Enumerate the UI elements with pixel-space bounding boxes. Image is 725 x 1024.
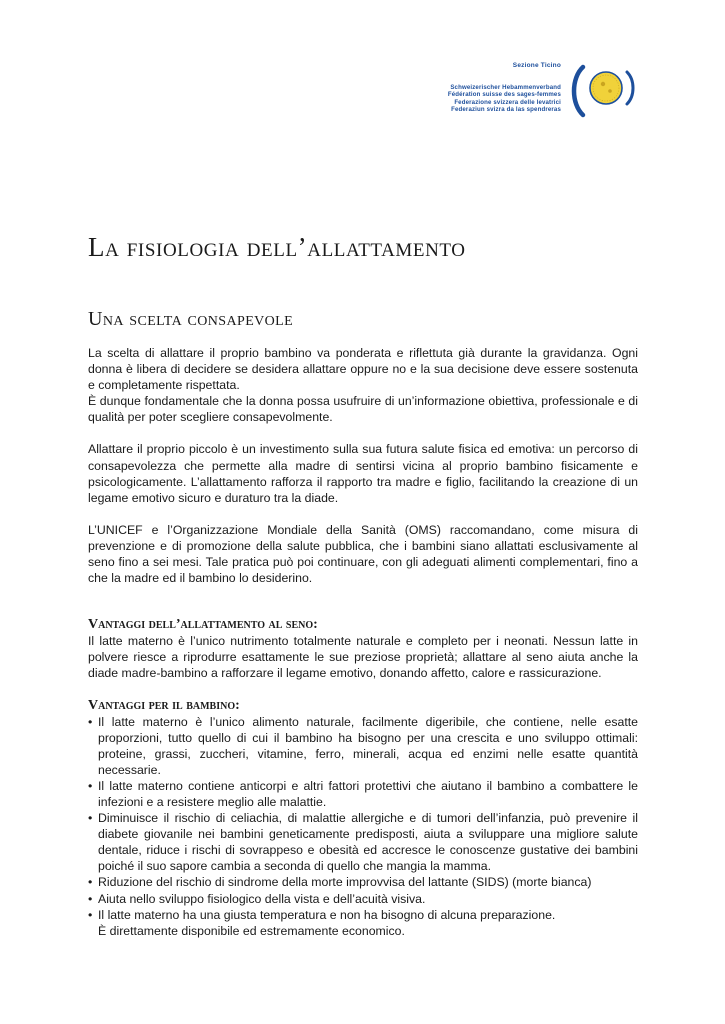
list-item: • Aiuta nello sviluppo fisiologico della vista e dell’acuità visiva. xyxy=(88,891,638,907)
list-item: • Diminuisce il rischio di celiachia, di malattie allergiche e di tumori dell’infanzia, può prevenire il diabete giovanile nei bambini geneticamente predisposti, aiuta a sviluppare una migliore salute dentale, riduce i rischi di sovrappeso e obesità ed accresce le conoscenze gustative dei bambini poiché il suo sapore cambia a seconda di quello che mangia la mamma. xyxy=(88,810,638,874)
intro-paragraph: La scelta di allattare il proprio bambino va ponderata e riflettuta già durante la gravidanza. Ogni donna è libera di decidere se desidera allattare oppure no e la sua decisione deve essere sostenuta e completamente rispettata. xyxy=(88,346,638,393)
federation-name-rm: Federaziun svizra da las spendreras xyxy=(451,105,561,113)
section-label: Sezione Ticino xyxy=(512,62,561,69)
page-title: La fisiologia dell’allattamento xyxy=(88,232,466,262)
benefits-list xyxy=(88,714,638,923)
section-subtitle: Una scelta consapevole xyxy=(88,308,294,330)
federation-names xyxy=(448,84,561,113)
federation-name-it: Federazione svizzera delle levatrici xyxy=(454,98,561,106)
intro-paragraph: Allattare il proprio piccolo è un investimento sulla sua futura salute fisica ed emotiva: un percorso di consapevolezza che permette alla madre di sentirsi vicina al proprio bambino fisicamente e psicologicamente. L’allattamento rafforza il rapporto tra madre e figlio, facilitando la creazione di un legame emotivo sicuro e duraturo tra la diade. xyxy=(88,442,638,505)
federation-name-de: Schweizerischer Hebammenverband xyxy=(450,84,561,91)
section-heading-seno: Vantaggi dell’allattamento al seno: xyxy=(88,617,318,633)
federation-name-fr: Fédération suisse des sages-femmes xyxy=(447,91,561,99)
list-item: • Il latte materno è l’unico alimento naturale, facilmente digeribile, che contiene, nelle esatte proporzioni, tutto quello di cui il bambino ha bisogno per una crescita e uno sviluppo ottimali: proteine, grassi, zuccheri, vitamine, ferro, minerali, acqua ed enzimi nelle esatte quantità necessarie. xyxy=(88,714,638,778)
list-item: • Riduzione del rischio di sindrome della morte improvvisa del lattante (SIDS) (morte bianca) xyxy=(88,874,638,890)
federation-logo-icon xyxy=(569,64,637,118)
intro-paragraph: È dunque fondamentale che la donna possa usufruire di un’informazione obiettiva, professionale e di qualità per poter scegliere consapevolmente. xyxy=(88,394,638,425)
list-item: • Il latte materno contiene anticorpi e altri fattori protettivi che aiutano il bambino a combattere le infezioni e a resistere meglio alle malattie. xyxy=(88,778,638,810)
document-body xyxy=(88,345,638,939)
section-text-seno: Il latte materno è l’unico nutrimento totalmente naturale e completo per i neonati. Nessun latte in polvere riesce a riprodurre esattamente le sue preziose proprietà; allattare al seno aiuta anche la diade madre-bambino a rafforzare il legame emotivo, donando affetto, calore e rassicurazione. xyxy=(88,634,638,681)
intro-paragraph: L’UNICEF e l’Organizzazione Mondiale della Sanità (OMS) raccomandano, come misura di prevenzione e di promozione della salute pubblica, che i bambini siano allattati esclusivamente al seno fino a sei mesi. Tale pratica può poi continuare, con gli adeguati alimenti complementari, fino a che la madre ed il bambino lo desiderino. xyxy=(88,522,638,586)
header xyxy=(387,62,637,118)
list-item: • Il latte materno ha una giusta temperatura e non ha bisogno di alcuna preparazione. xyxy=(88,907,638,923)
section-heading-bambino: Vantaggi per il bambino: xyxy=(88,697,240,713)
list-item-continuation: È direttamente disponibile ed estremamente economico. xyxy=(98,923,405,938)
